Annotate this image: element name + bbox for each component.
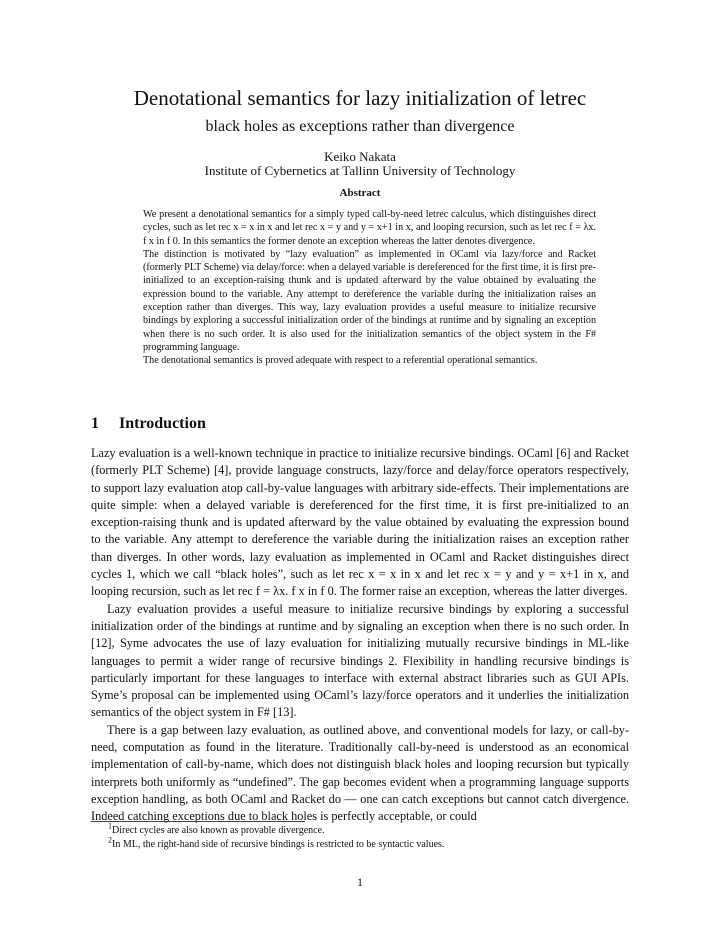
abstract-p3: The denotational semantics is proved adequate with respect to a referential operational semantics.: [143, 355, 538, 367]
abstract-paragraph: [143, 248, 596, 354]
footnote-text: Direct cycles are also known as provable divergence.: [112, 825, 325, 836]
body-paragraph: [91, 601, 629, 722]
footnote-text: In ML, the right-hand side of recursive bindings is restricted to be syntactic values.: [112, 839, 445, 850]
footnote-rule: [91, 821, 305, 822]
paper-title: Denotational semantics for lazy initialization of letrec: [133, 86, 587, 110]
footnote-1: [108, 821, 325, 837]
abstract-p1: We present a denotational semantics for a simply typed call-by-need letrec calculus, which distinguishes direct cycles, such as let rec x = x in x and let rec x = y and y = x+1 in x, and looping recursion, such as let rec f = λx. f x in f 0. In this semantics the former denote an exception whereas the latter denotes divergence.: [143, 209, 596, 247]
section-number: 1: [91, 415, 99, 432]
footnote-2: [108, 835, 445, 851]
body-text: [91, 445, 629, 826]
body-p3: There is a gap between lazy evaluation, as outlined above, and conventional models for lazy, or call-by-need, computation as found in the literature. Traditionally call-by-need is understood as an economical implementation of call-by-name, which does not distinguish black holes and looping recursion but typically interprets both uniformly as “undefined”. The gap becomes evident when a programming language supports exception handling, as both OCaml and Racket do — one can catch exceptions but cannot catch divergence. Indeed catching exceptions due to black holes is perfectly acceptable, or could: [91, 722, 629, 824]
section-title: Introduction: [119, 415, 206, 432]
abstract-paragraph: [143, 208, 596, 248]
body-p1: Lazy evaluation is a well-known technique in practice to initialize recursive bindings. OCaml [6] and Racket (formerly PLT Scheme) [4], provide language constructs, lazy/force and delay/force operators respectively, to support lazy evaluation atop call-by-value languages with arbitrary side-effects. Their implementations are quite simple: when a delayed variable is dereferenced for the first time, it is first pre-initialized to an exception-raising thunk and is updated afterward by the value obtained by evaluating the expression bound to the variable. Any attempt to dereference the variable during the initialization raises an exception rather than diverges. In other words, lazy evaluation as implemented in OCaml and Racket distinguishes direct cycles 1, which we call “black holes”, such as let rec x = x in x and let rec x = y and y = x+1 in x, and looping recursion, such as let rec f = λx. f x in f 0. The former raise an exception, whereas the latter diverges.: [91, 446, 629, 599]
abstract-p2: The distinction is motivated by “lazy evaluation” as implemented in OCaml via lazy/force and Racket (formerly PLT Scheme) via delay/force: when a delayed variable is dereferenced for the first time, it is first pre-initialized to an exception-raising thunk and is updated afterward by the value obtained by evaluating the expression bound to the variable. Any attempt to dereference the variable during the initialization raises an exception rather than diverges. This way, lazy evaluation provides a useful measure to initialize recursive bindings by exploring a successful initialization order of the bindings at runtime and by signaling an exception when there is no such order. It is also used for the initialization semantics of the object system in the F# programming language.: [143, 248, 596, 353]
body-p2: Lazy evaluation provides a useful measure to initialize recursive bindings by exploring a successful initialization order of the bindings at runtime and by signaling an exception when there is no such order. In [12], Syme advocates the use of lazy evaluation for initializing mutually recursive bindings in ML-like languages to permit a wider range of recursive bindings 2. Flexibility in handling recursive bindings is particularly important for these languages to interface with external abstract libraries such as GUI APIs. Syme’s proposal can be implemented using OCaml’s lazy/force operators and it underlies the initialization semantics of the object system in F# [13].: [91, 601, 629, 720]
body-paragraph: [91, 722, 629, 826]
page-number: 1: [357, 875, 363, 889]
author-name: Keiko Nakata: [324, 149, 396, 164]
abstract-paragraph: [143, 354, 596, 367]
paper-subtitle: black holes as exceptions rather than divergence: [205, 118, 515, 135]
footnote-mark: 1: [108, 821, 112, 831]
body-paragraph: [91, 445, 629, 601]
abstract-body: [143, 208, 596, 368]
abstract-heading: Abstract: [339, 187, 381, 199]
footnote-mark: 2: [108, 835, 112, 845]
section-heading: [91, 414, 206, 434]
author-affiliation: Institute of Cybernetics at Tallinn University of Technology: [204, 163, 516, 178]
